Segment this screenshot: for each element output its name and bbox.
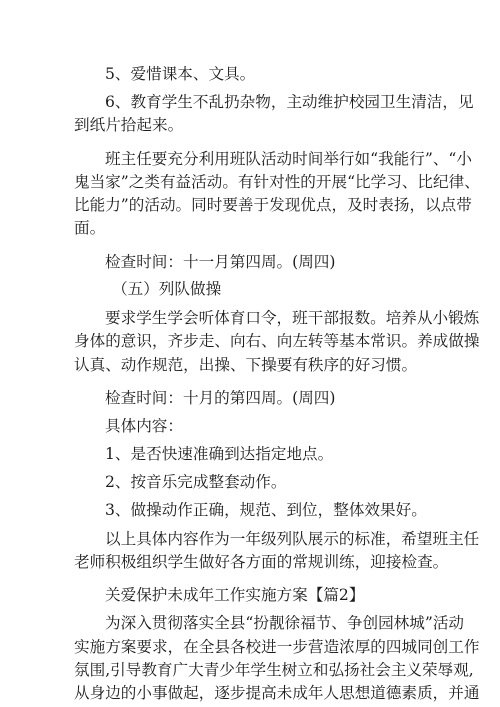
paragraph-line: 具体内容： <box>105 416 183 435</box>
paragraph-line: 认真、动作规范，出操、下操要有秩序的好习惯。 <box>74 355 418 374</box>
paragraph-line: 3、做操动作正确，规范、到位，整体效果好。 <box>105 501 427 520</box>
paragraph-line: 氛围,引导教育广大青少年学生树立和弘扬社会主义荣辱观, <box>74 660 474 679</box>
paragraph-line: 从身边的小事做起，逐步提高未成年人思想道德素质，并通 <box>74 684 480 702</box>
paragraph-line: 检查时间：十月的第四周。(周四) <box>105 388 336 407</box>
paragraph-line: 6、教育学生不乱扔杂物，主动维护校园卫生清洁，见 <box>105 92 474 111</box>
paragraph-line: 以上具体内容作为一年级列队展示的标准，希望班主任 <box>105 529 480 548</box>
paragraph-line: 要求学生学会听体育口令，班干部报数。培养从小锻炼 <box>105 309 480 328</box>
paragraph-line: 5、爱惜课本、文具。 <box>105 65 256 83</box>
paragraph-line: 比能力”的活动。同时要善于发现优点，及时表扬，以点带 <box>74 195 472 214</box>
section-heading: （五）列队做操 <box>112 280 222 299</box>
paragraph-line: 面。 <box>74 219 106 238</box>
paragraph-line: 为深入贯彻落实全县“扮靓徐福节、争创园林城”活动 <box>105 614 465 633</box>
paragraph-line: 到纸片拾起来。 <box>74 116 184 134</box>
paragraph-line: 实施方案要求，在全县各校进一步营造浓厚的四城同创工作 <box>74 637 480 656</box>
paragraph-line: 检查时间：十一月第四周。(周四) <box>105 252 336 271</box>
paragraph-line: 鬼当家”之类有益活动。有针对性的开展“比学习、比纪律、 <box>74 172 480 191</box>
paragraph-line: 老师积极组织学生做好各方面的常规训练，迎接检查。 <box>74 553 449 572</box>
paragraph-line: 1、是否快速准确到达指定地点。 <box>105 444 334 463</box>
paragraph-line: 2、按音乐完成整套动作。 <box>105 473 287 492</box>
paragraph-line: 班主任要充分利用班队活动时间举行如“我能行”、“小 <box>105 149 472 168</box>
paragraph-line: 身体的意识，齐步走、向右、向左转等基本常识。养成做操 <box>74 332 480 351</box>
section-title: 关爱保护未成年工作实施方案【篇2】 <box>105 585 365 604</box>
